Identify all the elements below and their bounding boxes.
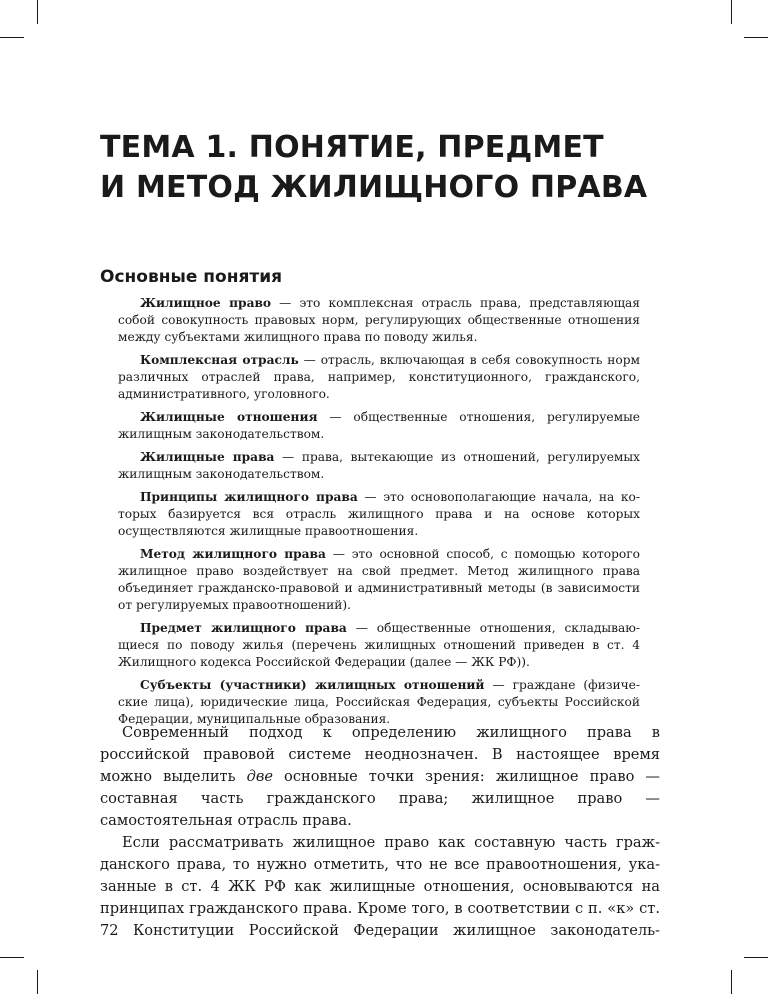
definition-term: Принципы жилищного права — [140, 490, 358, 504]
definition-term: Субъекты (участники) жилищных отношений — [140, 678, 485, 692]
definition-text: — это комплексная отрасль права, представляющая собой совокупность правовых норм, регулирующих общественные отношения между субъектами жилищного права по поводу жилья. — [118, 296, 640, 344]
crop-mark-top-right-vertical — [731, 0, 732, 24]
definition-item — [118, 449, 640, 483]
definition-term: Комплексная отрасль — [140, 353, 299, 367]
crop-mark-bottom-right-vertical — [731, 970, 732, 994]
definition-text: — это основной способ, с помощью которого жилищное право воздействует на свой предмет. Метод жилищного права объединяет гражданско-правовой и административный методы (в зависимости от регулируемых правоотношений). — [118, 547, 640, 612]
definition-item — [118, 352, 640, 403]
crop-mark-top-left-vertical — [37, 0, 38, 24]
body-paragraph-1 — [100, 722, 660, 832]
definition-text: — общественные отношения, регулируемые жилищным законодательством. — [118, 410, 641, 441]
definition-item — [118, 546, 640, 614]
body-paragraph-1-emphasis: две — [246, 768, 274, 785]
body-paragraph-1-part-1: Современный подход к определению жилищного права в российской правовой системе неоднозначен. В настоящее время можно выделить — [100, 724, 660, 785]
definition-term: Метод жилищного права — [140, 547, 326, 561]
definition-text: — общественные отношения, складывающиеся по поводу жилья (перечень жилищных отношений приведен в ст. 4 Жилищного кодекса Российской Федерации (далее — ЖК РФ)). — [118, 621, 640, 669]
definition-text: — права, вытекающие из отношений, регулируемых жилищным законодательством. — [118, 450, 640, 481]
definition-text: — граждане (физические лица), юридические лица, Российская Федерация, субъекты Российской Федерации, муниципальные образования. — [118, 678, 640, 726]
definition-term: Жилищные права — [140, 450, 275, 464]
definitions-list — [118, 295, 640, 734]
definition-item — [118, 489, 640, 540]
definition-item — [118, 677, 640, 728]
definition-text: — это основополагающие начала, на которых базируется вся отрасль жилищного права и на основе которых осуществляются жилищные правоотношения. — [118, 490, 640, 538]
definition-text: — отрасль, включающая в себя совокупность норм различных отраслей права, например, конституционного, гражданского, административного, уголовного. — [118, 353, 640, 401]
section-heading: Основные понятия — [100, 267, 283, 287]
definition-item — [118, 620, 640, 671]
crop-mark-bottom-left-vertical — [37, 970, 38, 994]
definition-term: Предмет жилищного права — [140, 621, 347, 635]
crop-mark-bottom-left-horizontal — [0, 957, 24, 958]
chapter-title — [100, 128, 680, 208]
crop-mark-top-left-horizontal — [0, 37, 24, 38]
definition-item — [118, 409, 640, 443]
chapter-title-line-2: И МЕТОД ЖИЛИЩНОГО ПРАВА — [100, 170, 648, 205]
crop-mark-bottom-right-horizontal — [744, 957, 768, 958]
crop-mark-top-right-horizontal — [744, 37, 768, 38]
body-text — [100, 722, 660, 942]
body-paragraph-2: Если рассматривать жилищное право как составную часть гражданского права, то нужно отметить, что не все правоотношения, указанные в ст. 4 ЖК РФ как жилищные отношения, основываются на принципах гражданского права. Кроме того, в соответствии с п. «к» ст. 72 Конституции Российской Федерации жилищное законодатель- — [100, 834, 660, 939]
definition-item — [118, 295, 640, 346]
definition-term: Жилищные отношения — [140, 410, 318, 424]
body-paragraph-1-part-2: основные точки зрения: жилищное право — составная часть гражданского права; жилищное право — самостоятельная отрасль права. — [100, 768, 660, 829]
chapter-title-line-1: ТЕМА 1. ПОНЯТИЕ, ПРЕДМЕТ — [100, 130, 604, 165]
definition-term: Жилищное право — [140, 296, 272, 310]
